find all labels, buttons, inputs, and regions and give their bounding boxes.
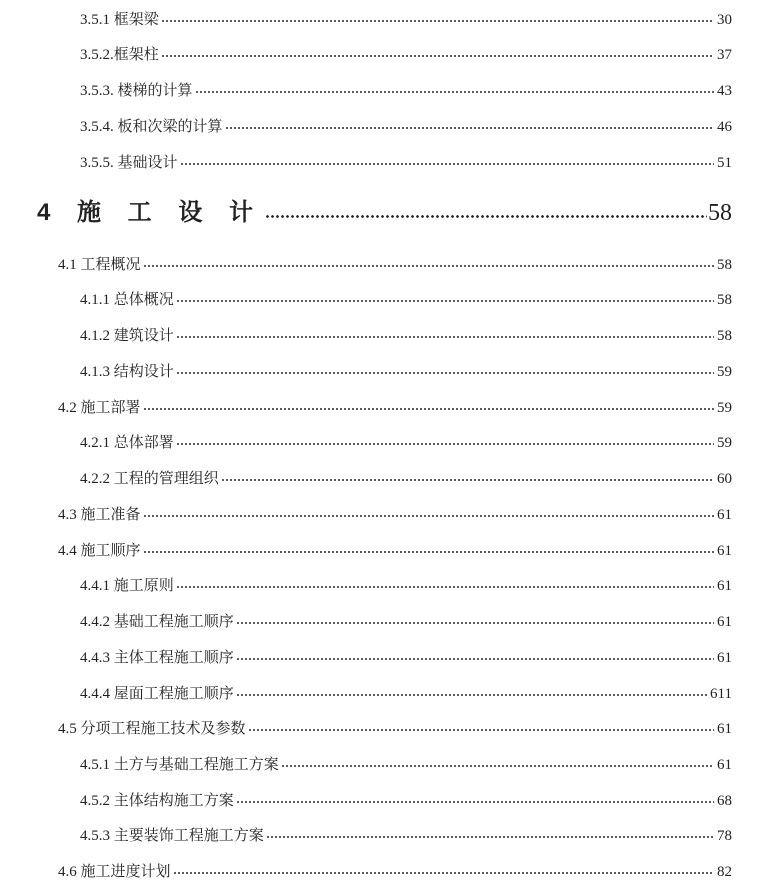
- toc-entry-label: 4.4.2 基础工程施工顺序: [80, 614, 234, 630]
- dot-leader: [173, 871, 714, 875]
- toc-entry-4-3[interactable]: [58, 505, 732, 525]
- dot-leader: [143, 550, 714, 554]
- toc-entry-4-2[interactable]: [58, 398, 732, 418]
- toc-entry-3-5-2[interactable]: [80, 45, 732, 65]
- toc-entry-4-1-3[interactable]: [80, 362, 732, 382]
- toc-entry-label: 4.4.1 施工原则: [80, 578, 174, 594]
- toc-entry-4-2-2[interactable]: [80, 469, 732, 489]
- toc-entry-label: 4.1 工程概况: [58, 257, 141, 273]
- dot-leader: [248, 728, 714, 732]
- dot-leader: [161, 54, 714, 58]
- dot-leader: [281, 764, 714, 768]
- toc-entry-page: 61: [717, 650, 732, 666]
- toc-entry-label: 4.6 施工进度计划: [58, 864, 171, 880]
- dot-leader: [161, 19, 714, 23]
- toc-entry-page: 37: [717, 47, 732, 63]
- toc-chapter-4[interactable]: [37, 198, 732, 228]
- toc-entry-4-6[interactable]: [58, 862, 732, 882]
- toc-entry-label: 4.1.1 总体概况: [80, 292, 174, 308]
- toc-entry-label: 4.5.1 土方与基础工程施工方案: [80, 757, 279, 773]
- toc-entry-label: 4.2.2 工程的管理组织: [80, 471, 219, 487]
- toc-entry-3-5-5[interactable]: [80, 153, 732, 173]
- dot-leader: [236, 800, 714, 804]
- toc-entry-label: 4.2.1 总体部署: [80, 435, 174, 451]
- toc-entry-page: 61: [717, 578, 732, 594]
- toc-entry-page: 58: [717, 328, 732, 344]
- toc-entry-label: 3.5.3. 楼梯的计算: [80, 83, 193, 99]
- dot-leader: [176, 335, 714, 339]
- toc-entry-page: 46: [717, 119, 732, 135]
- toc-entry-page: 68: [717, 793, 732, 809]
- toc-entry-page: 59: [717, 400, 732, 416]
- toc-entry-label: 4.2 施工部署: [58, 400, 141, 416]
- toc-entry-label: 4.5.3 主要装饰工程施工方案: [80, 828, 264, 844]
- toc-entry-4-1-1[interactable]: [80, 290, 732, 310]
- toc-entry-page: 43: [717, 83, 732, 99]
- toc-entry-label: 3.5.2.框架柱: [80, 47, 159, 63]
- toc-entry-4-1-2[interactable]: [80, 326, 732, 346]
- dot-leader: [265, 214, 707, 219]
- toc-entry-page: 61: [717, 757, 732, 773]
- toc-entry-4-5-3[interactable]: [80, 826, 732, 846]
- dot-leader: [266, 835, 714, 839]
- toc-entry-label: 4.1.3 结构设计: [80, 364, 174, 380]
- toc-entry-4-4[interactable]: [58, 541, 732, 561]
- toc-entry-label: 4.3 施工准备: [58, 507, 141, 523]
- dot-leader: [236, 621, 714, 625]
- toc-entry-page: 61: [717, 543, 732, 559]
- toc-entry-page: 82: [717, 864, 732, 880]
- toc-entry-3-5-3[interactable]: [80, 81, 732, 101]
- dot-leader: [236, 657, 714, 661]
- toc-entry-label: 3.5.5. 基础设计: [80, 155, 178, 171]
- toc-entry-page: 61: [717, 614, 732, 630]
- toc-entry-page: 60: [717, 471, 732, 487]
- toc-entry-4-2-1[interactable]: [80, 433, 732, 453]
- toc-entry-3-5-1[interactable]: [80, 10, 732, 30]
- toc-entry-4-5-2[interactable]: [80, 791, 732, 811]
- toc-chapter-page: 58: [708, 200, 732, 226]
- toc-entry-page: 611: [710, 686, 732, 702]
- toc-entry-page: 30: [717, 12, 732, 28]
- toc-entry-3-5-4[interactable]: [80, 117, 732, 137]
- toc-entry-page: 59: [717, 364, 732, 380]
- dot-leader: [143, 264, 714, 268]
- dot-leader: [143, 407, 714, 411]
- toc-entry-label: 4.5.2 主体结构施工方案: [80, 793, 234, 809]
- toc-entry-page: 59: [717, 435, 732, 451]
- toc-entry-4-4-3[interactable]: [80, 648, 732, 668]
- toc-entry-label: 4.5 分项工程施工技术及参数: [58, 721, 246, 737]
- dot-leader: [236, 693, 707, 697]
- toc-entry-label: 4.4.4 屋面工程施工顺序: [80, 686, 234, 702]
- toc-entry-label: 4.4 施工顺序: [58, 543, 141, 559]
- dot-leader: [195, 90, 714, 94]
- toc-chapter-label: 4 施 工 设 计: [37, 199, 264, 226]
- toc-entry-label: 4.1.2 建筑设计: [80, 328, 174, 344]
- toc-entry-page: 58: [717, 257, 732, 273]
- dot-leader: [176, 371, 714, 375]
- toc-entry-label: 4.4.3 主体工程施工顺序: [80, 650, 234, 666]
- toc-entry-page: 61: [717, 721, 732, 737]
- toc-entry-page: 61: [717, 507, 732, 523]
- dot-leader: [221, 478, 714, 482]
- toc-entry-page: 78: [717, 828, 732, 844]
- dot-leader: [176, 299, 714, 303]
- dot-leader: [176, 585, 714, 589]
- toc-entry-page: 51: [717, 155, 732, 171]
- dot-leader: [225, 126, 714, 130]
- dot-leader: [176, 442, 714, 446]
- dot-leader: [143, 514, 714, 518]
- toc-entry-4-4-4[interactable]: [80, 684, 732, 704]
- toc-entry-4-4-1[interactable]: [80, 576, 732, 596]
- toc-entry-4-5[interactable]: [58, 719, 732, 739]
- dot-leader: [180, 162, 714, 166]
- toc-entry-label: 3.5.1 框架梁: [80, 12, 159, 28]
- toc-entry-label: 3.5.4. 板和次梁的计算: [80, 119, 223, 135]
- toc-entry-page: 58: [717, 292, 732, 308]
- toc-entry-4-4-2[interactable]: [80, 612, 732, 632]
- toc-entry-4-5-1[interactable]: [80, 755, 732, 775]
- toc-entry-4-1[interactable]: [58, 255, 732, 275]
